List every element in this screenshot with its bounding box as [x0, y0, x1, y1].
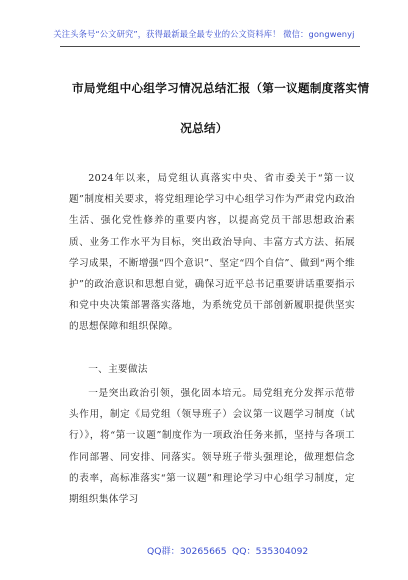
document-title-line1: 市局党组中心组学习情况总结汇报（第一议题制度落实情: [72, 81, 370, 95]
body-paragraph-intro: 2024年以来，局党组认真落实中央、省市委关于“第一议题”制度相关要求，将党组理论学习中心组学习作为严肃党内政治生活、强化党性修养的重要内容，以提高党员干部思想政治素质、业务工作水平为目标，突出政治导向、丰富方式方法、拓展学习成果，不断增强“四个意识”、坚定“四个自信”、做到“两个维护”的政治意识和思想自觉，确保习近平总书记重要讲话重要指示和党中央决策部署落实落地，为系统党员干部创新履职提供坚实的思想保障和组织保障。: [69, 173, 355, 333]
document-title-line2: 况总结）: [180, 121, 228, 135]
footer-qq-contact: QQ：535304092: [232, 546, 309, 557]
footer-qq-group: QQ群：30265665: [147, 546, 227, 557]
header-divider: [60, 46, 360, 47]
header-banner: 关注头条号“公文研究”，获得最新最全最专业的公文资料库！ 微信：gongwenyj: [53, 29, 355, 39]
section-heading: 一、主要做法: [88, 364, 148, 375]
body-paragraph-practice: 一是突出政治引领，强化固本培元。局党组充分发挥示范带头作用，制定《局党组（领导班子）会议第一议题学习制度（试行）》，将“第一议题”制度作为一项政治任务来抓，坚持与各项工作同部署、同安排、同落实。领导班子带头强理论，做理想信念的表率，高标准落实“第一议题”和理论学习中心组学习制度，定期组织集体学习: [69, 388, 355, 506]
